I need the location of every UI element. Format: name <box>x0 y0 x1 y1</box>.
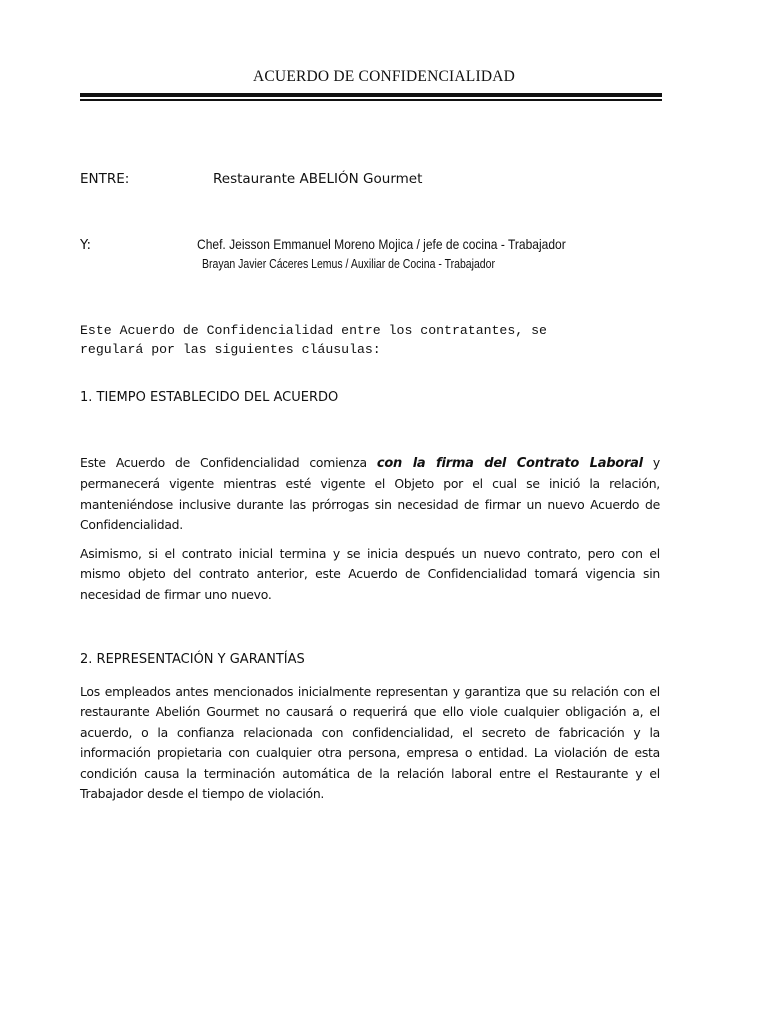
section-2-heading: 2. REPRESENTACIÓN Y GARANTÍAS <box>80 652 305 667</box>
section-1-paragraph-2: Asimismo, si el contrato inicial termina y se inicia después un nuevo contrato, pero con el mismo objeto del contrato anterior, este Acuerdo de Confidencialidad tomará vigencia sin necesidad de firmar uno nuevo. <box>80 546 660 602</box>
section-2-paragraph-1: Los empleados antes mencionados inicialmente representan y garantiza que su relación con el restaurante Abelión Gourmet no causará o requerirá que ello viole cualquier obligación a, el acuerdo, o la confianza relacionada con confidencialidad, el secreto de fabricación y la información propietaria con cualquier otra persona, empresa o entidad. La violación de esta condición causa la terminación automática de la relación laboral entre el Restaurante y el Trabajador desde el tiempo de violación. <box>80 684 660 802</box>
s1p1-text-before: Este Acuerdo de Confidencialidad comienza <box>80 455 377 470</box>
section-1-paragraph-1 <box>80 453 660 536</box>
party-worker-1: Chef. Jeisson Emmanuel Moreno Mojica / jefe de cocina - Trabajador <box>197 236 566 252</box>
party-worker-2: Brayan Javier Cáceres Lemus / Auxiliar de Cocina - Trabajador <box>202 257 495 271</box>
s1p1-emphasis: con la firma del Contrato Laboral <box>376 456 643 471</box>
section-1-heading: 1. TIEMPO ESTABLECIDO DEL ACUERDO <box>80 390 339 405</box>
intro-line-2: regulará por las siguientes cláusulas: <box>80 342 381 357</box>
entre-label: ENTRE: <box>80 171 130 187</box>
title-rule-thin <box>80 99 662 101</box>
title-rule-thick <box>80 93 662 97</box>
y-label: Y: <box>80 237 92 253</box>
s1p1-text-after: y permanecerá vigente mientras esté vigente el Objeto por el cual se inició la relación, manteniéndose inclusive durante las prórrogas sin necesidad de firmar un nuevo Acuerdo de Confidencialidad. <box>80 455 660 533</box>
intro-paragraph <box>80 321 547 359</box>
party-restaurant: Restaurante ABELIÓN Gourmet <box>213 171 423 187</box>
document-title: ACUERDO DE CONFIDENCIALIDAD <box>253 68 515 85</box>
intro-line-1: Este Acuerdo de Confidencialidad entre los contratantes, se <box>80 323 547 338</box>
